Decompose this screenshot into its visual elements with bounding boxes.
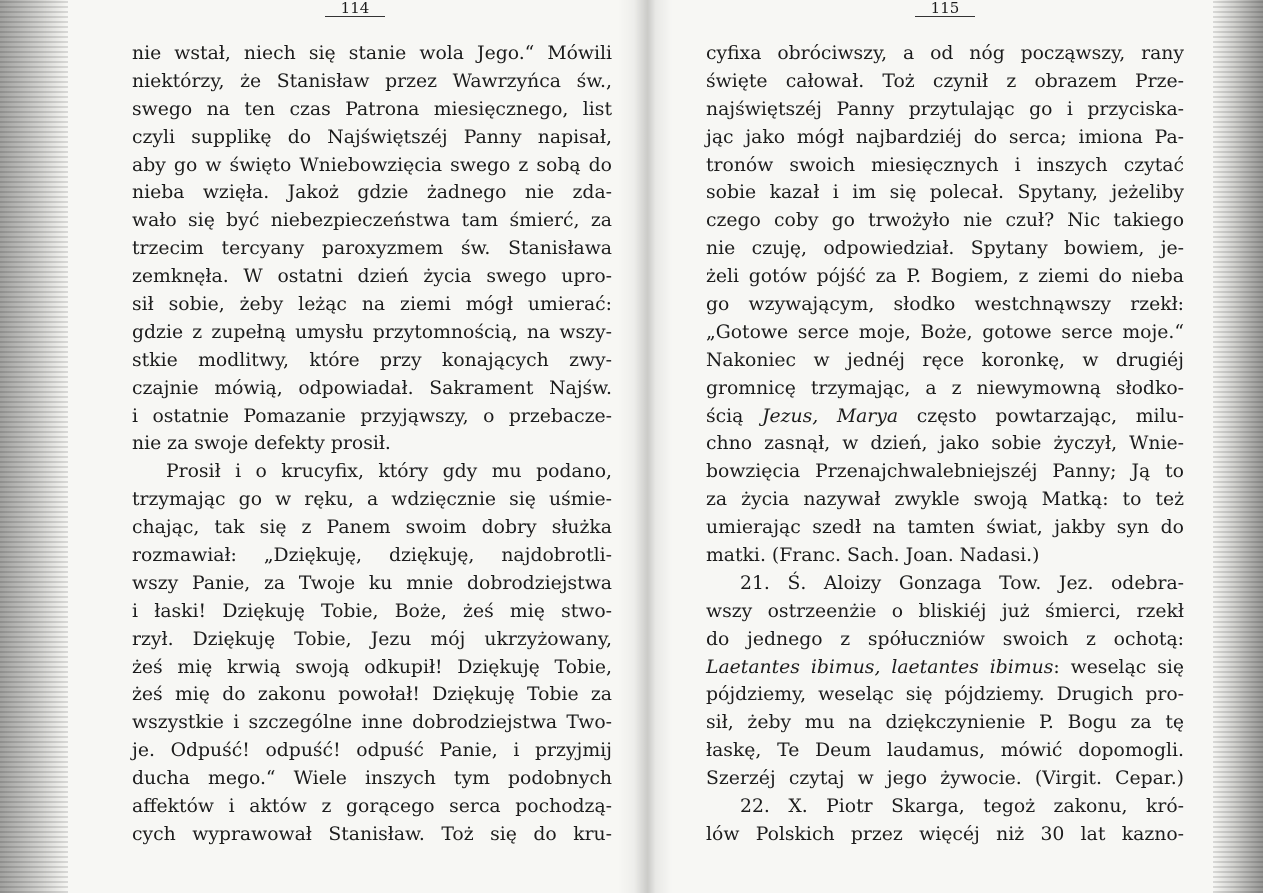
text-line-segment: nieba wzięła. Jakoż gdzie żadnego nie zda- xyxy=(132,182,612,204)
text-line xyxy=(706,458,1184,486)
text-line-segment: ducha mego.“ Wiele inszych tym podobnych xyxy=(132,768,612,790)
text-line xyxy=(132,347,612,375)
text-line-segment: jąc jako mógł najbardziéj do serca; imiona Pa- xyxy=(706,126,1184,148)
text-line-segment: trzecim tercyany paroxyzmem św. Stanisława xyxy=(132,238,612,260)
text-line xyxy=(706,486,1184,514)
text-line-segment: wszy Panie, za Twoje ku mnie dobrodziejstwa xyxy=(132,572,612,594)
text-line-segment: sobie kazał i im się polecał. Spytany, jeżeliby xyxy=(706,182,1184,204)
page-number: 114 xyxy=(325,0,385,17)
text-line-segment: najświętszéj Panny przytulając go i przyciska- xyxy=(706,98,1184,120)
text-line-segment: ścią xyxy=(706,405,762,427)
text-line xyxy=(706,235,1184,263)
text-line xyxy=(132,319,612,347)
text-line xyxy=(706,96,1184,124)
text-line-segment: wało się być niebezpieczeństwa tam śmierć, za xyxy=(132,210,612,232)
text-line-segment: czajnie mówią, odpowiadał. Sakrament Najśw. xyxy=(132,377,612,399)
text-line-segment: lów Polskich przez więcéj niż 30 lat kazno- xyxy=(706,823,1184,845)
text-line-segment: chno zasnął, w dzień, jako sobie życzył, Wnie- xyxy=(706,433,1184,455)
text-line xyxy=(132,403,612,431)
text-line-segment: „Gotowe serce moje, Boże, gotowe serce moje.“ xyxy=(706,321,1184,343)
text-line-segment: 21. Ś. Aloizy Gonzaga Tow. Jez. odebra- xyxy=(740,572,1184,594)
text-line-segment: : weseląc się xyxy=(1053,656,1184,678)
text-line-segment: żeś mię krwią swoją odkupił! Dziękuję Tobie, xyxy=(132,656,612,678)
text-line xyxy=(132,486,612,514)
text-line-segment: gdzie z zupełną umysłu przytomnością, na wszy- xyxy=(132,321,612,343)
italic-phrase: Jezus, Marya xyxy=(762,405,899,427)
text-line-segment: żeli gotów pójść za P. Bogiem, z ziemi do nieba xyxy=(706,266,1184,288)
text-line-segment: niektórzy, że Stanisław przez Wawrzyńca św., xyxy=(132,70,612,92)
text-line xyxy=(706,319,1184,347)
text-line xyxy=(706,570,1184,598)
text-line-segment: wszy ostrzeenżie o bliskiéj już śmierci, rzekł xyxy=(706,600,1184,622)
text-line xyxy=(706,179,1184,207)
text-line xyxy=(132,291,612,319)
right-page xyxy=(650,0,1263,893)
text-line xyxy=(132,542,612,570)
text-line-segment: i ostatnie Pomazanie przyjąwszy, o przebacze- xyxy=(132,405,612,427)
text-line-segment: łaskę, Te Deum laudamus, mówić dopomogli. xyxy=(706,740,1184,762)
text-line xyxy=(132,458,612,486)
text-line-segment: pójdziemy, weseląc się pójdziemy. Drugich pro- xyxy=(706,684,1184,706)
text-line-segment: żeś mię do zakonu powołał! Dziękuję Tobie za xyxy=(132,684,612,706)
text-line xyxy=(706,68,1184,96)
text-line-segment: matki. (Franc. Sach. Joan. Nadasi.) xyxy=(706,545,1040,567)
text-line-segment: święte całował. Toż czynił z obrazem Prze- xyxy=(706,70,1184,92)
text-line-segment: wszystkie i szczególne inne dobrodziejstwa Two- xyxy=(132,712,612,734)
text-line xyxy=(706,347,1184,375)
text-line xyxy=(132,430,612,458)
text-line-segment: gromnicę trzymając, a z niewymowną słodko- xyxy=(706,377,1184,399)
text-line-segment: chając, tak się z Panem swoim dobry służka xyxy=(132,517,612,539)
text-line xyxy=(706,626,1184,654)
text-line xyxy=(132,681,612,709)
text-line xyxy=(132,570,612,598)
text-line xyxy=(706,263,1184,291)
text-line xyxy=(132,793,612,821)
text-line xyxy=(706,654,1184,682)
text-line xyxy=(706,430,1184,458)
text-line xyxy=(132,737,612,765)
text-line-segment: 22. X. Piotr Skarga, tegoż zakonu, kró- xyxy=(740,796,1184,818)
text-line xyxy=(706,124,1184,152)
text-line-segment: Szerzéj czytaj w jego żywocie. (Virgit. Cepar.) xyxy=(706,768,1184,790)
text-line-segment: swego na ten czas Patrona miesięcznego, list xyxy=(132,98,612,120)
text-line-segment: stkie modlitwy, które przy konających zwy- xyxy=(132,349,612,371)
page-body-text xyxy=(706,40,1184,849)
text-line-segment: nie wstał, niech się stanie wola Jego.“ Mówili xyxy=(132,43,612,64)
text-line xyxy=(132,40,612,68)
text-line-segment: affektów i aktów z gorącego serca pochodzą- xyxy=(132,796,612,818)
text-line xyxy=(132,598,612,626)
text-line xyxy=(706,291,1184,319)
text-line xyxy=(706,765,1184,793)
text-line xyxy=(706,207,1184,235)
text-line-segment: i łaski! Dziękuję Tobie, Boże, żeś mię stwo- xyxy=(132,600,612,622)
text-line xyxy=(132,152,612,180)
text-line xyxy=(706,793,1184,821)
text-line xyxy=(706,709,1184,737)
text-line xyxy=(706,821,1184,849)
text-line-segment: bowzięcia Przenajchwalebniejszéj Panny; Ją to xyxy=(706,461,1184,483)
text-line-segment: cych wyprawował Stanisław. Toż się do kru- xyxy=(132,823,612,845)
text-line-segment: go wzywającym, słodko westchnąwszy rzekł: xyxy=(706,294,1184,316)
text-line xyxy=(706,403,1184,431)
text-line xyxy=(132,709,612,737)
text-line xyxy=(132,96,612,124)
text-line xyxy=(706,681,1184,709)
text-line xyxy=(132,235,612,263)
text-line xyxy=(706,375,1184,403)
italic-phrase: Laetantes ibimus, laetantes ibimus xyxy=(706,656,1054,678)
page-body-text xyxy=(132,40,612,849)
text-line-segment: zemknęła. W ostatni dzień życia swego upro- xyxy=(132,266,612,288)
text-line-segment: trzymając go w ręku, a wdzięcznie się uśmie- xyxy=(132,489,612,511)
text-line xyxy=(132,514,612,542)
text-line xyxy=(132,821,612,849)
text-line xyxy=(706,737,1184,765)
text-line-segment: je. Odpuść! odpuść! odpuść Panie, i przyjmij xyxy=(132,740,612,762)
page-number: 115 xyxy=(915,0,975,17)
text-line-segment: nie czuję, odpowiedział. Spytany bowiem, je- xyxy=(706,238,1184,260)
book-gutter xyxy=(618,0,672,893)
text-line xyxy=(706,542,1184,570)
text-line xyxy=(132,124,612,152)
text-line-segment: za życia nazywał zwykle swoją Matką: to też xyxy=(706,489,1184,511)
text-line-segment: tronów swoich miesięcznych i inszych czytać xyxy=(706,154,1184,176)
text-line xyxy=(706,152,1184,180)
text-line xyxy=(132,626,612,654)
text-line xyxy=(132,375,612,403)
text-line xyxy=(706,40,1184,68)
text-line xyxy=(132,68,612,96)
text-line-segment: często powtarzając, milu- xyxy=(898,405,1184,427)
text-line-segment: Prosił i o krucyfix, który gdy mu podano, xyxy=(166,461,612,483)
text-line xyxy=(706,514,1184,542)
text-line xyxy=(132,263,612,291)
text-line-segment: cyfixa obróciwszy, a od nóg począwszy, rany xyxy=(706,43,1184,64)
text-line xyxy=(132,207,612,235)
text-line-segment: aby go w święto Wniebowzięcia swego z sobą do xyxy=(132,154,612,176)
page-edge-shadow xyxy=(1213,0,1263,893)
text-line-segment: sił, żeby mu na dziękczynienie P. Bogu za tę xyxy=(706,712,1184,734)
text-line-segment: sił sobie, żeby leżąc na ziemi mógł umierać: xyxy=(132,294,612,316)
text-line-segment: nie za swoje defekty prosił. xyxy=(132,433,391,455)
text-line-segment: umierając szedł na tamten świat, jakby syn do xyxy=(706,517,1184,539)
text-line-segment: czego coby go trwożyło nie czuł? Nic takiego xyxy=(706,210,1184,232)
text-line xyxy=(132,654,612,682)
text-line-segment: rzył. Dziękuję Tobie, Jezu mój ukrzyżowany, xyxy=(132,628,612,650)
text-line-segment: Nakoniec w jednéj ręce koronkę, w drugiéj xyxy=(706,349,1184,371)
page-edge-shadow xyxy=(0,0,68,893)
text-line xyxy=(132,765,612,793)
text-line xyxy=(132,179,612,207)
text-line xyxy=(706,598,1184,626)
text-line-segment: czyli supplikę do Najświętszéj Panny napisał, xyxy=(132,126,612,148)
text-line-segment: rozmawiał: „Dziękuję, dziękuję, najdobrotli- xyxy=(132,545,612,567)
text-line-segment: do jednego z spółuczniów swoich z ochotą: xyxy=(706,628,1184,650)
